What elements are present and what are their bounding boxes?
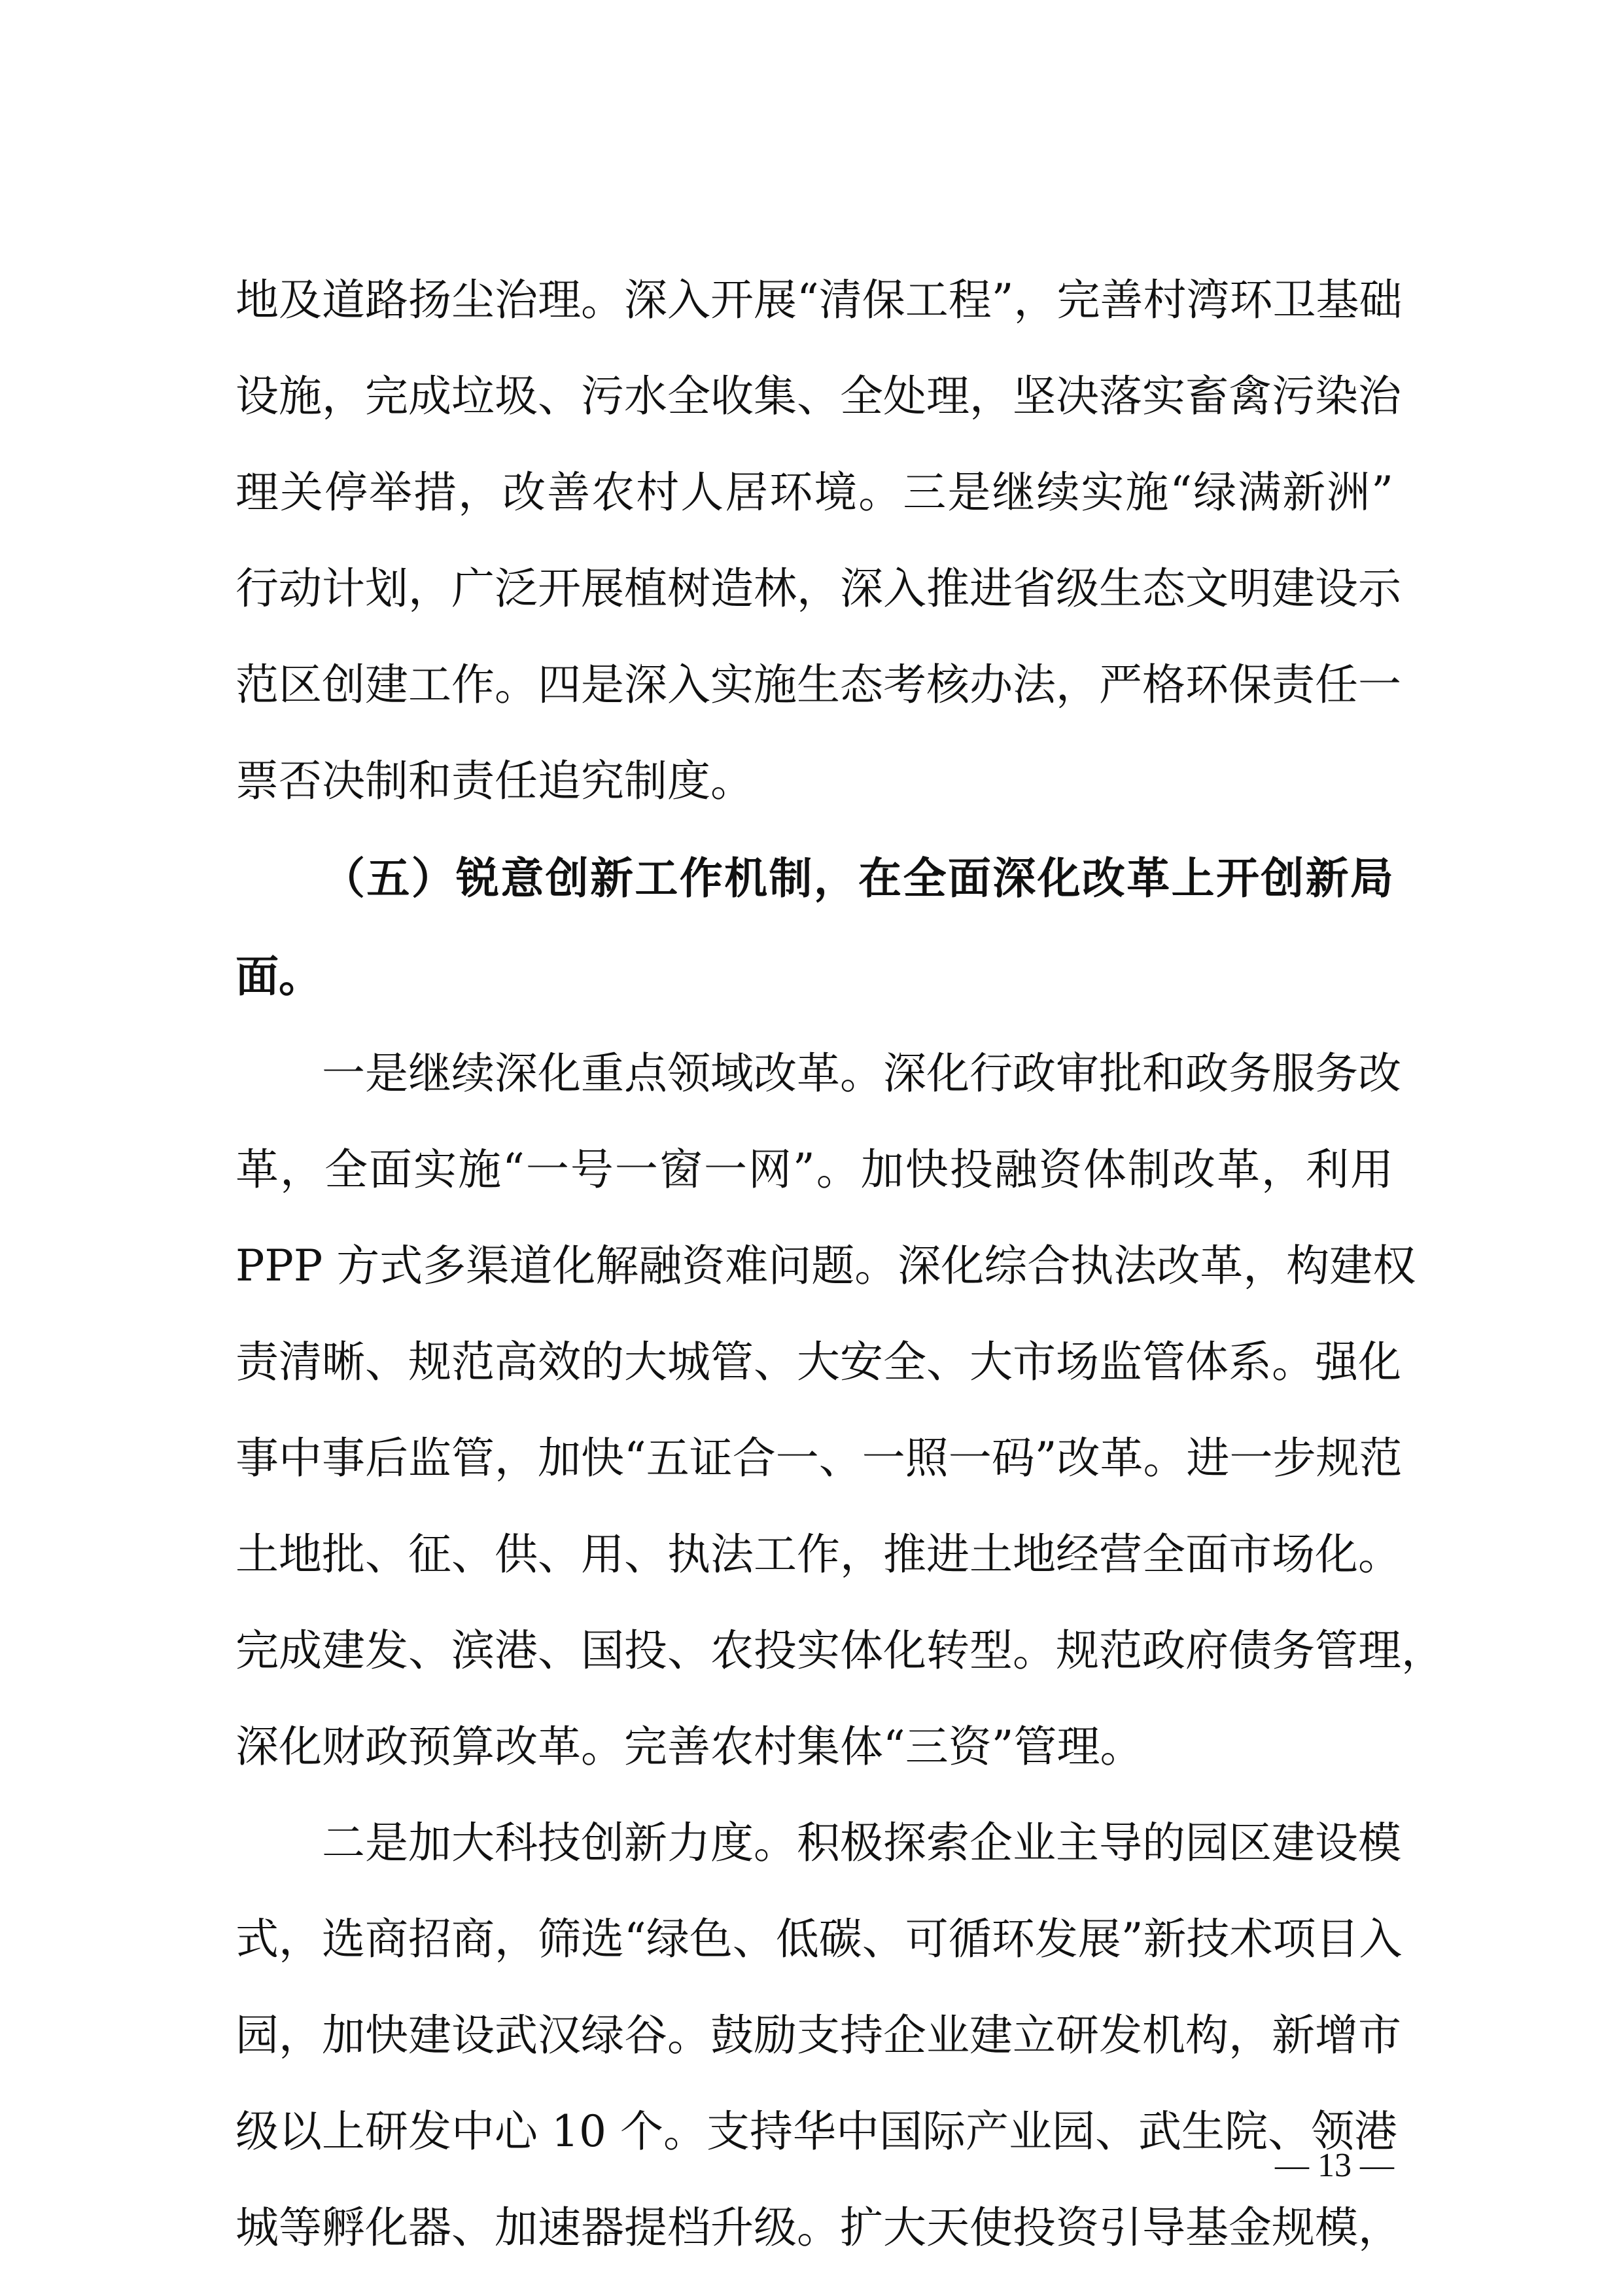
paragraph-reform xyxy=(236,1025,1444,1795)
text-line: 园，加快建设武汉绿谷。鼓励支持企业建立研发机构，新增市 xyxy=(236,2010,1401,2060)
text-line: 事中事后监管，加快“五证合一、一照一码”改革。进一步规范 xyxy=(236,1433,1403,1483)
text-line: 范区创建工作。四是深入实施生态考核办法，严格环保责任一 xyxy=(236,660,1401,710)
text-line: 行动计划，广泛开展植树造林，深入推进省级生态文明建设示 xyxy=(236,563,1401,614)
text-line: 深化财政预算改革。完善农村集体“三资”管理。 xyxy=(236,1722,1143,1772)
text-line: 式，选商招商，筛选“绿色、低碳、可循环发展”新技术项目入 xyxy=(236,1914,1403,1964)
text-line: 土地批、征、供、用、执法工作，推进土地经营全面市场化。 xyxy=(236,1529,1401,1580)
document-body xyxy=(236,252,1444,2276)
section-heading-5 xyxy=(236,829,1393,1025)
text-line: 级以上研发中心 10 个。支持华中国际产业园、武生院、领港 xyxy=(236,2106,1397,2157)
text-line: 票否决制和责任追究制度。 xyxy=(236,756,754,806)
text-line: 革，全面实施“一号一窗一网”。加快投融资体制改革，利用 xyxy=(236,1144,1393,1195)
page-number: — 13 — xyxy=(1275,2147,1394,2184)
text-line: 二是加大科技创新力度。积极探索企业主导的园区建设模 xyxy=(322,1818,1401,1868)
text-line: 设施，完成垃圾、污水全收集、全处理，坚决落实畜禽污染治 xyxy=(236,371,1401,421)
paragraph-innovation xyxy=(236,1795,1403,2276)
text-line: 一是继续深化重点领域改革。深化行政审批和政务服务改 xyxy=(322,1048,1401,1099)
heading-line: 面。 xyxy=(236,951,322,1002)
text-line: PPP 方式多渠道化解融资难问题。深化综合执法改革，构建权 xyxy=(236,1241,1416,1291)
text-line: 地及道路扬尘治理。深入开展“清保工程”，完善村湾环卫基础 xyxy=(236,275,1403,325)
text-line: 完成建发、滨港、国投、农投实体化转型。规范政府债务管理， xyxy=(236,1625,1444,1676)
text-line: 城等孵化器、加速器提档升级。扩大天使投资引导基金规模， xyxy=(236,2202,1401,2253)
heading-line: （五）锐意创新工作机制，在全面深化改革上开创新局 xyxy=(322,853,1393,904)
paragraph-ecology xyxy=(236,252,1403,829)
text-line: 理关停举措，改善农村人居环境。三是继续实施“绿满新洲” xyxy=(236,467,1393,518)
text-line: 责清晰、规范高效的大城管、大安全、大市场监管体系。强化 xyxy=(236,1337,1401,1387)
